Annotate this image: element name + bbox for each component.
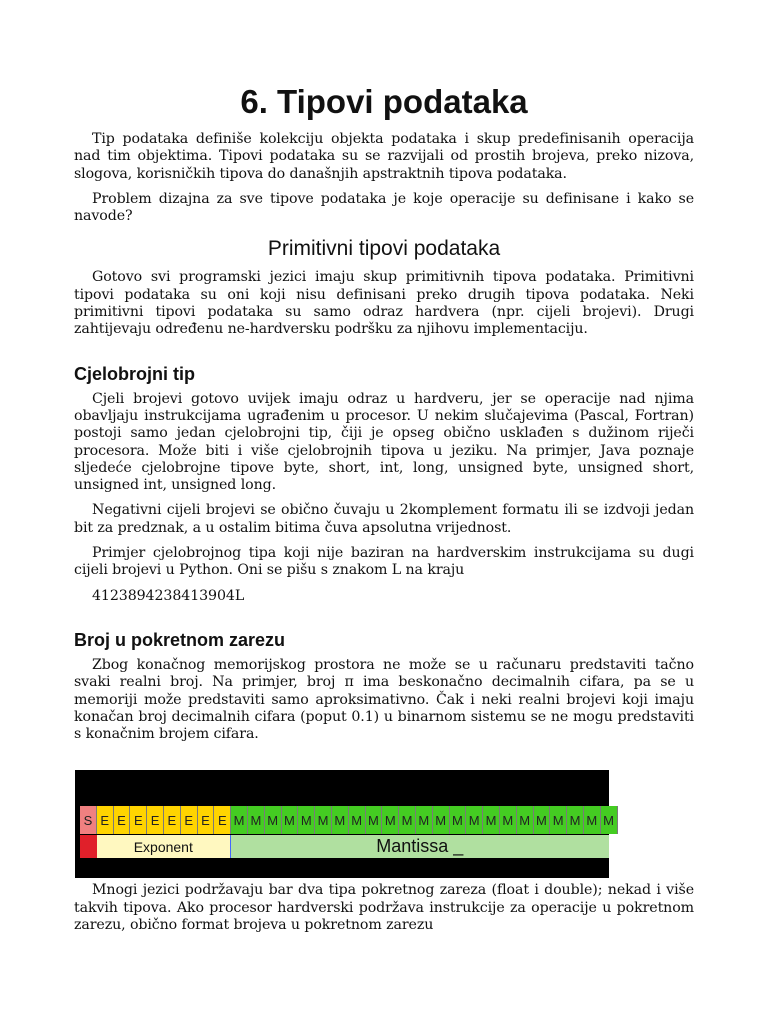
mantissa-bit: M bbox=[466, 806, 483, 834]
long-integer-example: 4123894238413904L bbox=[92, 587, 245, 604]
mantissa-bit: M bbox=[534, 806, 551, 834]
mantissa-bit: M bbox=[517, 806, 534, 834]
exponent-field-label: Exponent bbox=[97, 835, 231, 858]
document-content bbox=[74, 82, 694, 942]
exponent-bit: E bbox=[114, 806, 131, 834]
floating-point-paragraph: Zbog konačnog memorijskog prostora ne može se u računaru predstaviti tačno svaki realni broj. Na primjer, broj π ima beskonačno decimalnih cifara, pa se u memoriji može predstaviti samo aproksimativno. Čak i neki realni brojevi koji imaju konačan broj decimalnih cifara (poput 0.1) u binarnom sistemu se ne mogu predstaviti s konačnim brojem cifara. bbox=[74, 656, 694, 743]
mantissa-bit: M bbox=[399, 806, 416, 834]
exponent-bit: E bbox=[97, 806, 114, 834]
primitive-types-heading: Primitivni tipovi podataka bbox=[267, 237, 501, 261]
sign-bit: S bbox=[80, 806, 97, 834]
exponent-bit: E bbox=[130, 806, 147, 834]
mantissa-bit: M bbox=[282, 806, 299, 834]
exponent-bit: E bbox=[198, 806, 215, 834]
mantissa-bit: M bbox=[298, 806, 315, 834]
mantissa-bit: M bbox=[601, 806, 618, 834]
intro-paragraph-2: Problem dizajna za sve tipove podataka je koje operacije su definisane i kako se navode? bbox=[74, 190, 694, 225]
mantissa-field-label: Mantissa _ bbox=[231, 835, 609, 858]
mantissa-bit: M bbox=[382, 806, 399, 834]
float-format-figure bbox=[75, 770, 615, 878]
mantissa-bit: M bbox=[584, 806, 601, 834]
exponent-bit: E bbox=[214, 806, 231, 834]
mantissa-bit: M bbox=[349, 806, 366, 834]
floating-point-heading: Broj u pokretnom zarezu bbox=[74, 629, 286, 650]
mantissa-bit: M bbox=[500, 806, 517, 834]
exponent-bit: E bbox=[181, 806, 198, 834]
mantissa-bit: M bbox=[550, 806, 567, 834]
mantissa-bit: M bbox=[483, 806, 500, 834]
mantissa-bit: M bbox=[265, 806, 282, 834]
mantissa-bit: M bbox=[567, 806, 584, 834]
sign-field-label bbox=[80, 835, 97, 858]
mantissa-bit: M bbox=[315, 806, 332, 834]
mantissa-bit: M bbox=[450, 806, 467, 834]
exponent-bit: E bbox=[164, 806, 181, 834]
intro-paragraph-1: Tip podataka definiše kolekciju objekta podataka i skup predefinisanih operacija nad tim objektima. Tipovi podataka su se razvijali od prostih brojeva, preko nizova, slogova, korisničkih tipova do današnjih apstraktnih tipova podataka. bbox=[74, 131, 694, 182]
mantissa-bit: M bbox=[366, 806, 383, 834]
mantissa-bit: M bbox=[416, 806, 433, 834]
mantissa-bit: M bbox=[231, 806, 248, 834]
field-label-row bbox=[80, 835, 609, 858]
integer-type-heading: Cjelobrojni tip bbox=[74, 363, 195, 384]
mantissa-bit: M bbox=[332, 806, 349, 834]
page-title: 6. Tipovi podataka bbox=[240, 83, 528, 120]
integer-paragraph-3: Primjer cjelobrojnog tipa koji nije baziran na hardverskim instrukcijama su dugi cijeli brojevi u Python. Oni se pišu s znakom L na kraju bbox=[74, 545, 694, 579]
integer-paragraph-1: Cjeli brojevi gotovo uvijek imaju odraz u hardveru, jer se operacije nad njima obavljaju instrukcijama ugrađenim u procesor. U nekim slučajevima (Pascal, Fortran) postoji samo jedan cjelobrojni tip, čiji je opseg obično usklađen s dužinom riječi procesora. Može biti i više cjelobrojnih tipova u jeziku. Na primjer, Java poznaje sljedeće cjelobrojne tipove byte, short, int, long, unsigned byte, unsigned short, unsigned int, unsigned long. bbox=[74, 390, 694, 494]
exponent-bit: E bbox=[147, 806, 164, 834]
floating-point-paragraph-2: Mnogi jezici podržavaju bar dva tipa pokretnog zareza (float i double); nekad i više takvih tipova. Ako procesor hardverski podržava instrukcije za operacije u pokretnom zarezu, obično format brojeva u pokretnom zarezu bbox=[74, 882, 694, 934]
mantissa-bit: M bbox=[433, 806, 450, 834]
bit-row bbox=[80, 806, 618, 834]
mantissa-bit: M bbox=[248, 806, 265, 834]
integer-paragraph-2: Negativni cijeli brojevi se obično čuvaju u 2komplement formatu ili se izdvoji jedan bit za predznak, a u ostalim bitima čuva apsolutna vrijednost. bbox=[74, 502, 694, 536]
primitive-types-paragraph: Gotovo svi programski jezici imaju skup primitivnih tipova podataka. Primitivni tipovi podataka su oni koji nisu definisani preko drugih tipova podataka. Neki primitivni tipovi podataka su samo odraz hardvera (npr. cijeli brojevi). Drugi zahtijevaju određenu ne-hardversku podršku za njihovu implementaciju. bbox=[74, 269, 694, 338]
